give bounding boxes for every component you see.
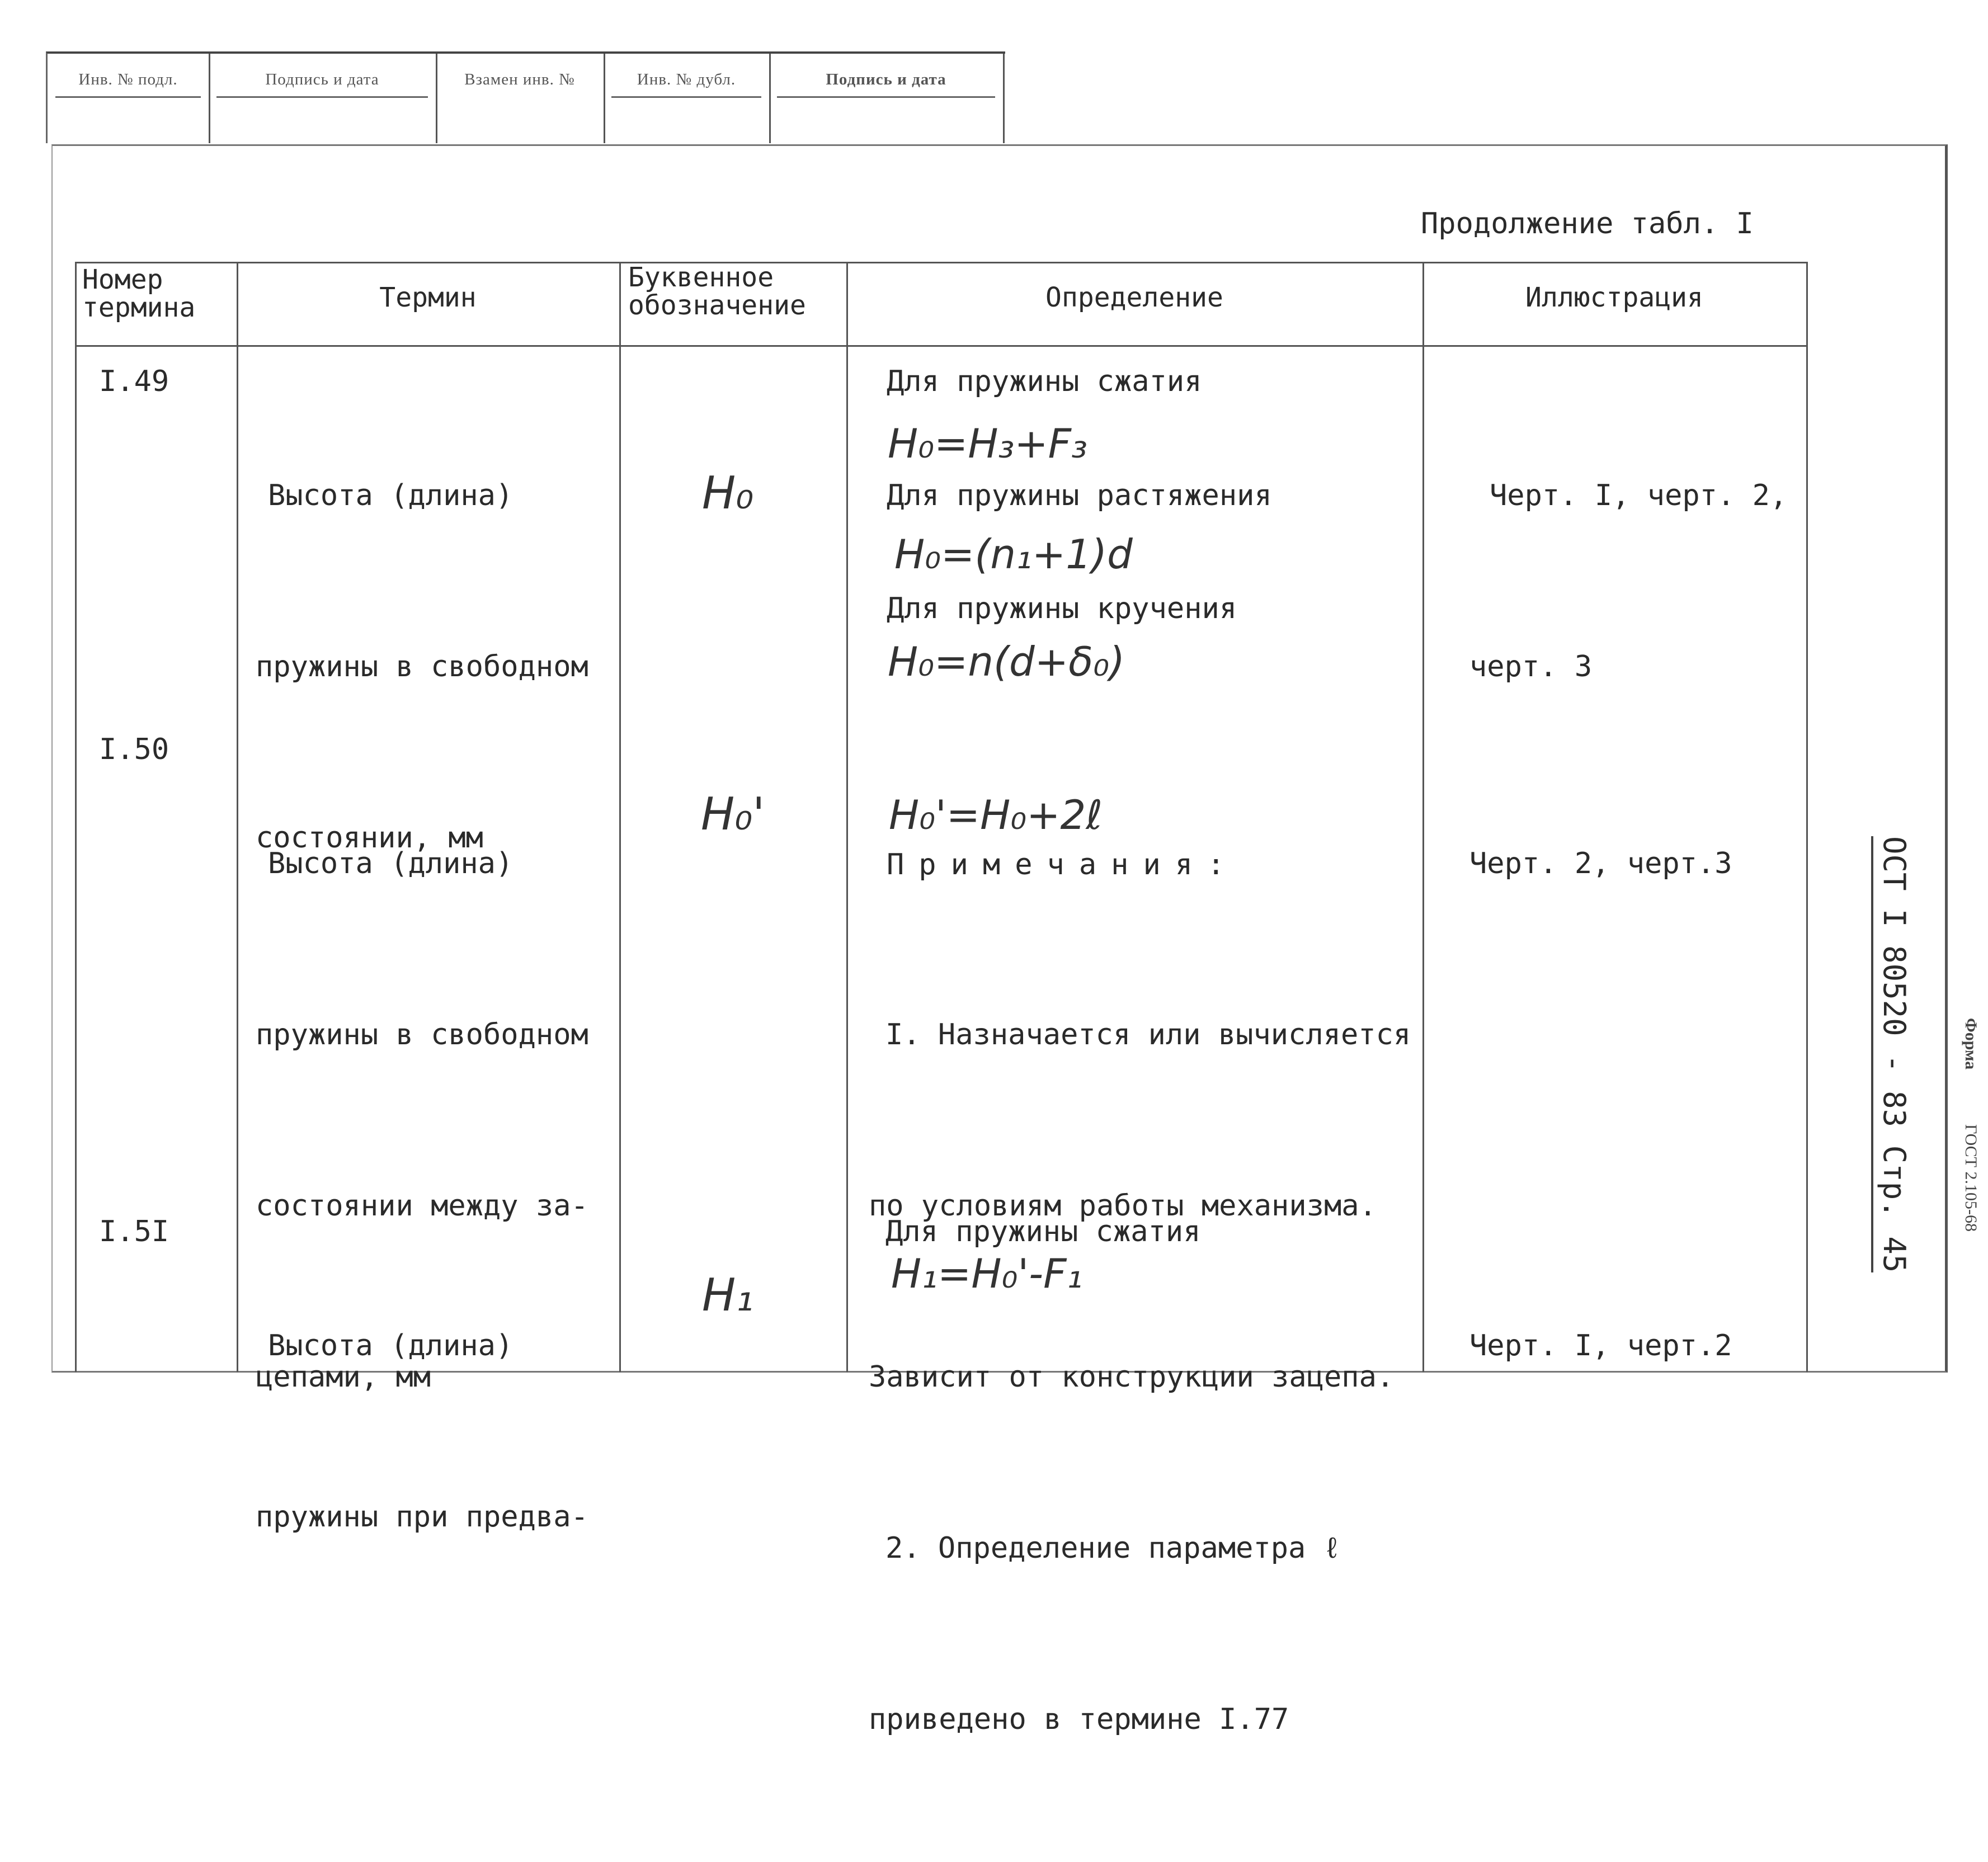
note-line: 2. Определение параметра ℓ (885, 1531, 1341, 1565)
definition-formula: H₀'=H₀+2ℓ (889, 791, 1103, 838)
row-term (256, 1203, 588, 1660)
note-line: приведено в термине I.77 (869, 1703, 1289, 1736)
gost-reference: ГОСТ 2.105-68 (1962, 1124, 1980, 1232)
definition-formula: H₁=H₀'-F₁ (891, 1250, 1083, 1297)
stamp-cell-replacement-inventory (436, 54, 605, 143)
row-number: I.49 (99, 365, 169, 398)
definition-notes (869, 892, 1411, 1862)
stamp-cell-signature-date-2 (769, 54, 1005, 143)
note-line: Зависит от конструкции зацепа. (869, 1360, 1395, 1394)
header-symbol (628, 263, 806, 320)
term-line: Высота (длина) (268, 479, 514, 512)
definition-label: Для пружины сжатия (885, 1215, 1201, 1248)
notes-heading: Примечания: (887, 848, 1240, 881)
column-divider (237, 263, 238, 1372)
form-label: Форма (1962, 1018, 1980, 1070)
column-divider (1422, 263, 1424, 1372)
stamp-underline (216, 96, 428, 98)
stamp-underline (777, 96, 995, 98)
header-number (82, 266, 195, 322)
stamp-underline (611, 96, 761, 98)
row-illustration (1469, 1203, 1732, 1488)
row-symbol: H₀ (702, 467, 754, 519)
definition-formula: H₀=(n₁+1)d (894, 531, 1133, 578)
note-line: I. Назначается или вычисляется (885, 1018, 1411, 1052)
illustration-line: Черт. 2, черт.3 (1469, 847, 1732, 880)
row-number: I.5I (99, 1215, 169, 1248)
row-number: I.50 (99, 733, 169, 766)
illustration-line: черт. 3 (1469, 650, 1593, 683)
stamp-label: Инв. № подл. (78, 70, 178, 88)
document-code-page-number: ОСТ I 80520 - 83 Стр. 45 (1871, 836, 1912, 1272)
terms-table (75, 262, 1808, 1736)
stamp-label: Подпись и дата (265, 70, 379, 88)
row-symbol: H₁ (702, 1269, 754, 1321)
illustration-line: Черт. I, черт. 2, (1490, 479, 1788, 512)
definition-formula: H₀=n(d+δ₀) (888, 638, 1125, 685)
stamp-label: Взамен инв. № (464, 70, 575, 88)
definition-label: Для пружины растяжения (887, 479, 1272, 512)
stamp-cell-signature-date (209, 54, 437, 143)
term-line: пружины в свободном (256, 650, 588, 683)
term-line: Высота (длина) (268, 1329, 514, 1363)
row-symbol: H₀' (701, 788, 765, 840)
note-line: по условиям работы механизма. (869, 1189, 1377, 1223)
stamp-cell-duplicate-inventory (604, 54, 771, 143)
row-illustration (1469, 721, 1732, 1006)
stamp-underline (55, 96, 201, 98)
header-number-line2: термина (82, 292, 196, 324)
header-symbol-line2: обозначение (628, 290, 806, 322)
header-definition: Определение (1045, 282, 1223, 313)
header-number-line1: Номер (82, 264, 163, 295)
definition-formula: H₀=H₃+F₃ (888, 420, 1087, 467)
term-line: цепами, мм (256, 1360, 431, 1394)
term-line: состоянии между за- (256, 1189, 588, 1223)
term-line: пружины при предва- (256, 1500, 588, 1534)
header-illustration: Иллюстрация (1525, 282, 1703, 313)
definition-label: Для пружины кручения (887, 592, 1237, 625)
stamp-label: Инв. № дубл. (637, 70, 736, 88)
stamp-label: Подпись и дата (826, 70, 946, 88)
table-continuation-caption: Продолжение табл. I (1421, 207, 1754, 241)
definition-label: Для пружины сжатия (887, 365, 1202, 398)
illustration-line: Черт. I, черт.2 (1469, 1329, 1732, 1363)
header-term: Термин (379, 282, 477, 313)
term-line: Высота (длина) (268, 847, 514, 880)
stamp-cell-inventory-original (48, 54, 210, 143)
approval-stamp-box (46, 51, 1005, 143)
column-divider (846, 263, 848, 1372)
header-symbol-line1: Буквенное (628, 262, 774, 293)
column-divider (619, 263, 621, 1372)
term-line: пружины в свободном (256, 1018, 588, 1052)
term-line: состоянии, мм (256, 821, 483, 855)
header-divider (77, 345, 1806, 347)
